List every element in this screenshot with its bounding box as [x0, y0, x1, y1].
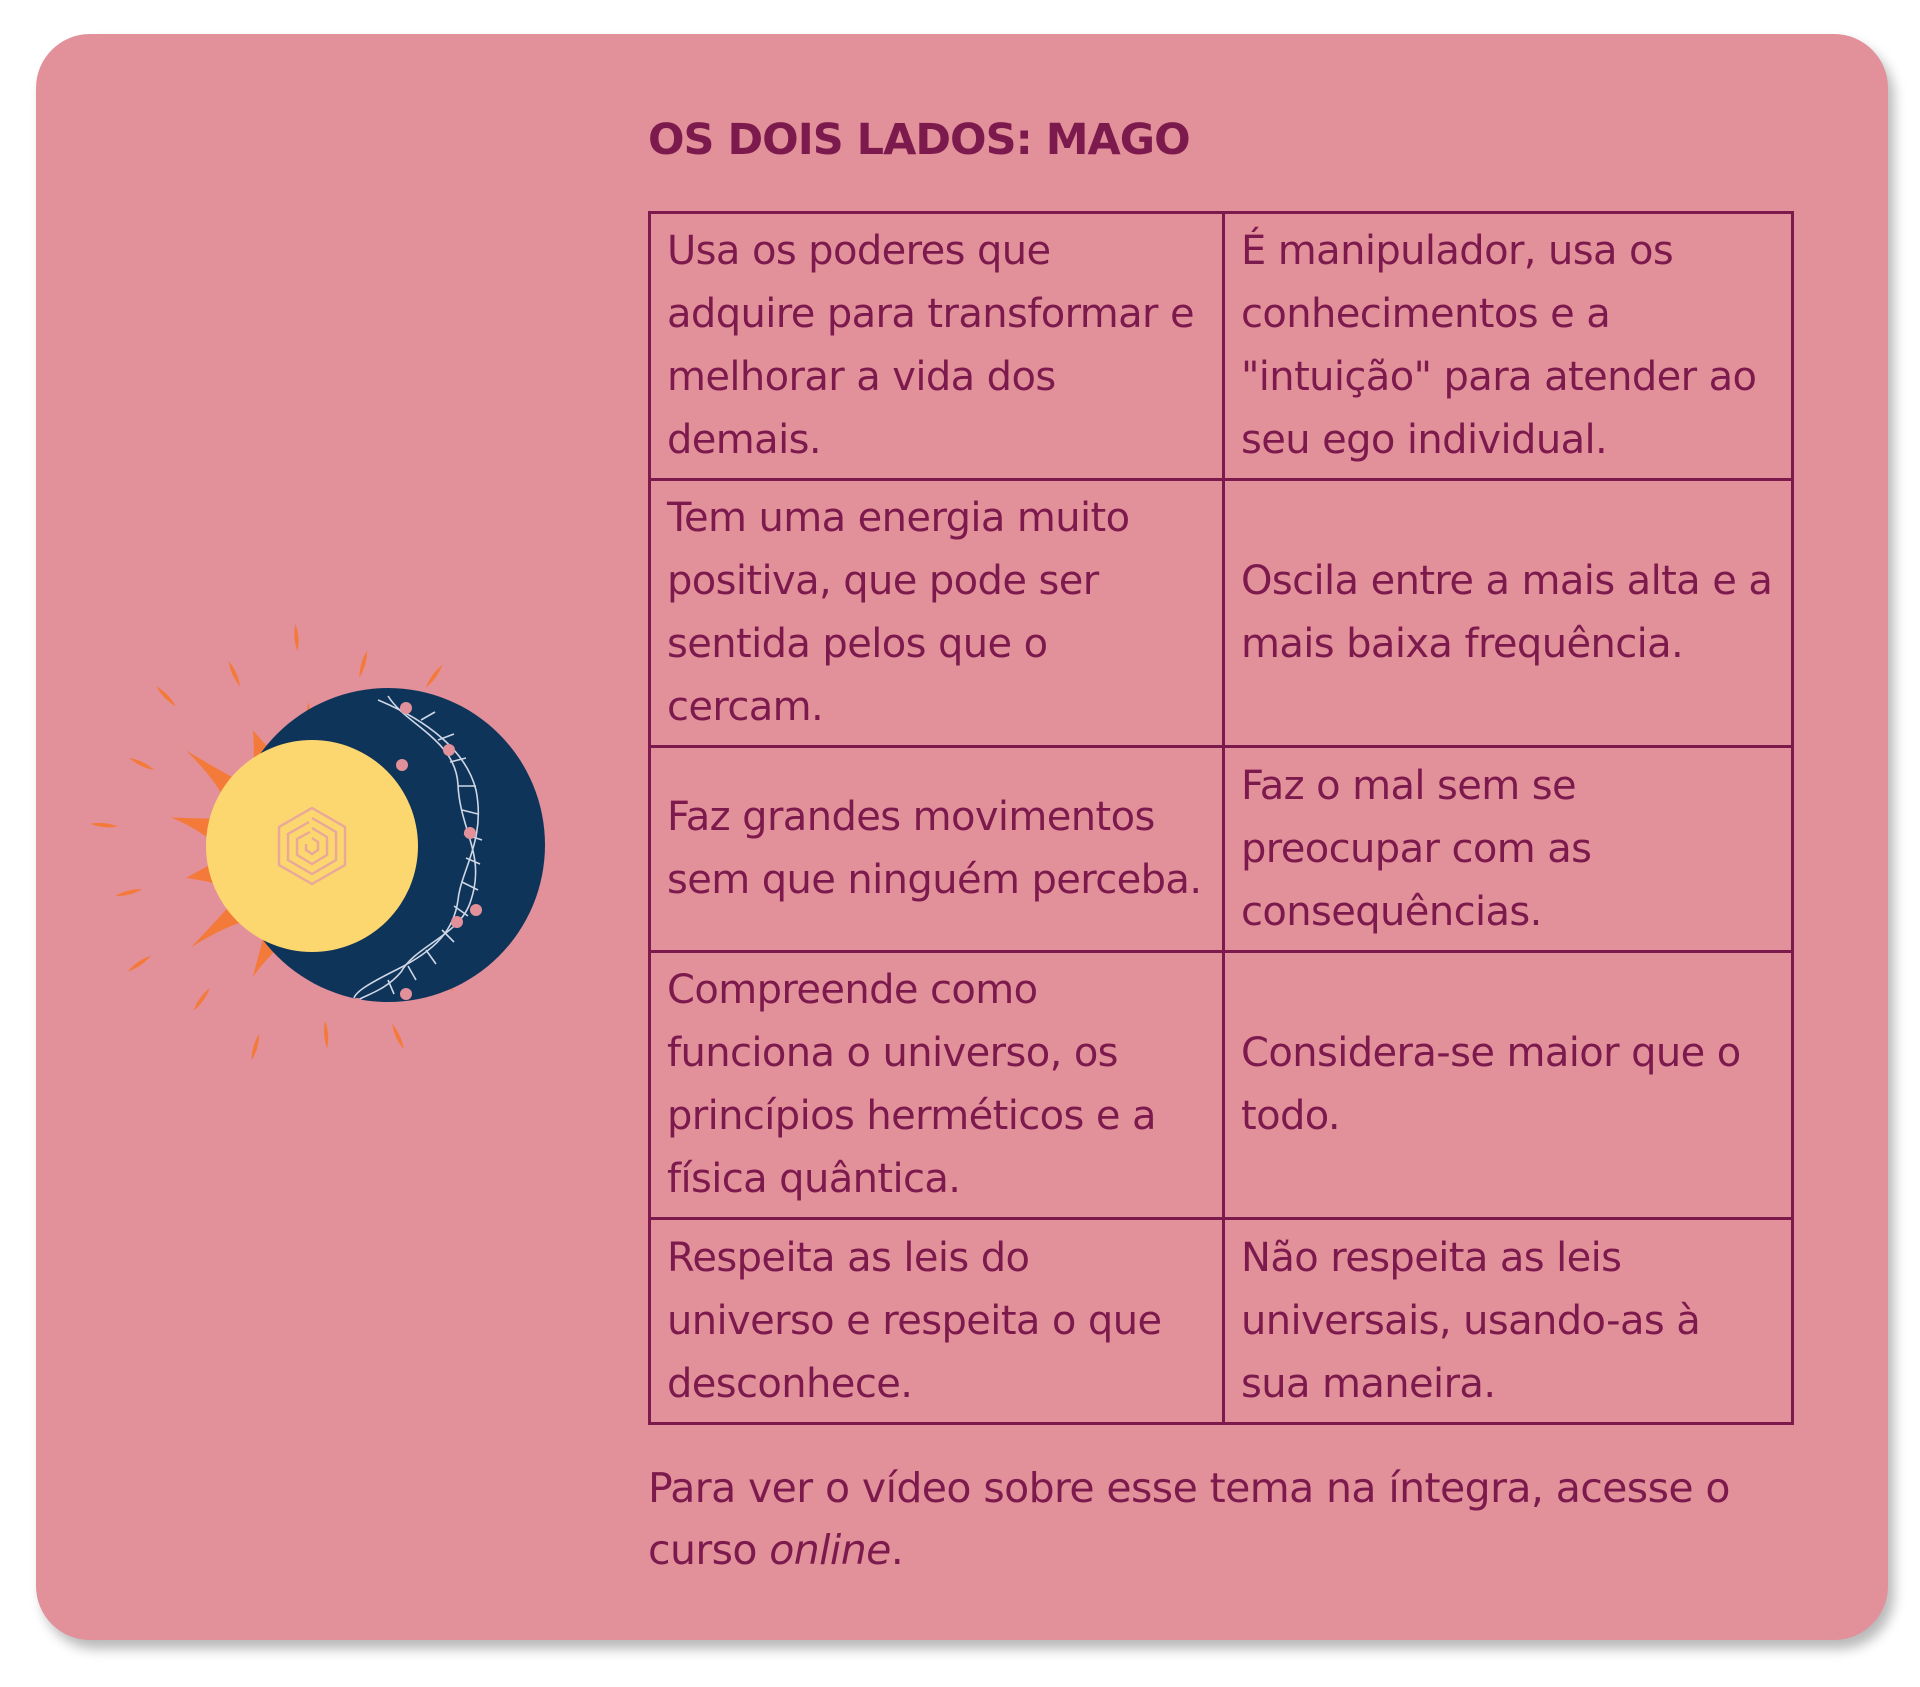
shadow-side-cell: Faz o mal sem se preocupar com as consequências. [1224, 747, 1793, 952]
shadow-side-cell: É manipulador, usa os conhecimentos e a "intuição" para atender ao seu ego individual. [1224, 213, 1793, 480]
table-row [650, 747, 1793, 952]
table-row [650, 480, 1793, 747]
table-row [650, 952, 1793, 1219]
light-side-cell: Usa os poderes que adquire para transformar e melhorar a vida dos demais. [650, 213, 1224, 480]
light-side-cell: Compreende como funciona o universo, os princípios herméticos e a física quântica. [650, 952, 1224, 1219]
page-title: OS DOIS LADOS: MAGO [648, 115, 1190, 165]
sun-core [206, 740, 418, 952]
light-side-cell: Tem uma energia muito positiva, que pode ser sentida pelos que o cercam. [650, 480, 1224, 747]
shadow-side-cell: Considera-se maior que o todo. [1224, 952, 1793, 1219]
course-note-end: . [890, 1526, 904, 1574]
course-note [648, 1457, 1828, 1581]
shadow-side-cell: Oscila entre a mais alta e a mais baixa frequência. [1224, 480, 1793, 747]
shadow-side-cell: Não respeita as leis universais, usando-as à sua maneira. [1224, 1219, 1793, 1424]
comparison-table [648, 211, 1794, 1425]
table-row [650, 1219, 1793, 1424]
table-row [650, 213, 1793, 480]
light-side-cell: Respeita as leis do universo e respeita o que desconhece. [650, 1219, 1224, 1424]
sun-moon-eclipse-icon [66, 600, 606, 1080]
course-note-emphasis: online [769, 1526, 891, 1574]
course-note-text: Para ver o vídeo sobre esse tema na íntegra, acesse o curso [648, 1464, 1730, 1574]
light-side-cell: Faz grandes movimentos sem que ninguém perceba. [650, 747, 1224, 952]
